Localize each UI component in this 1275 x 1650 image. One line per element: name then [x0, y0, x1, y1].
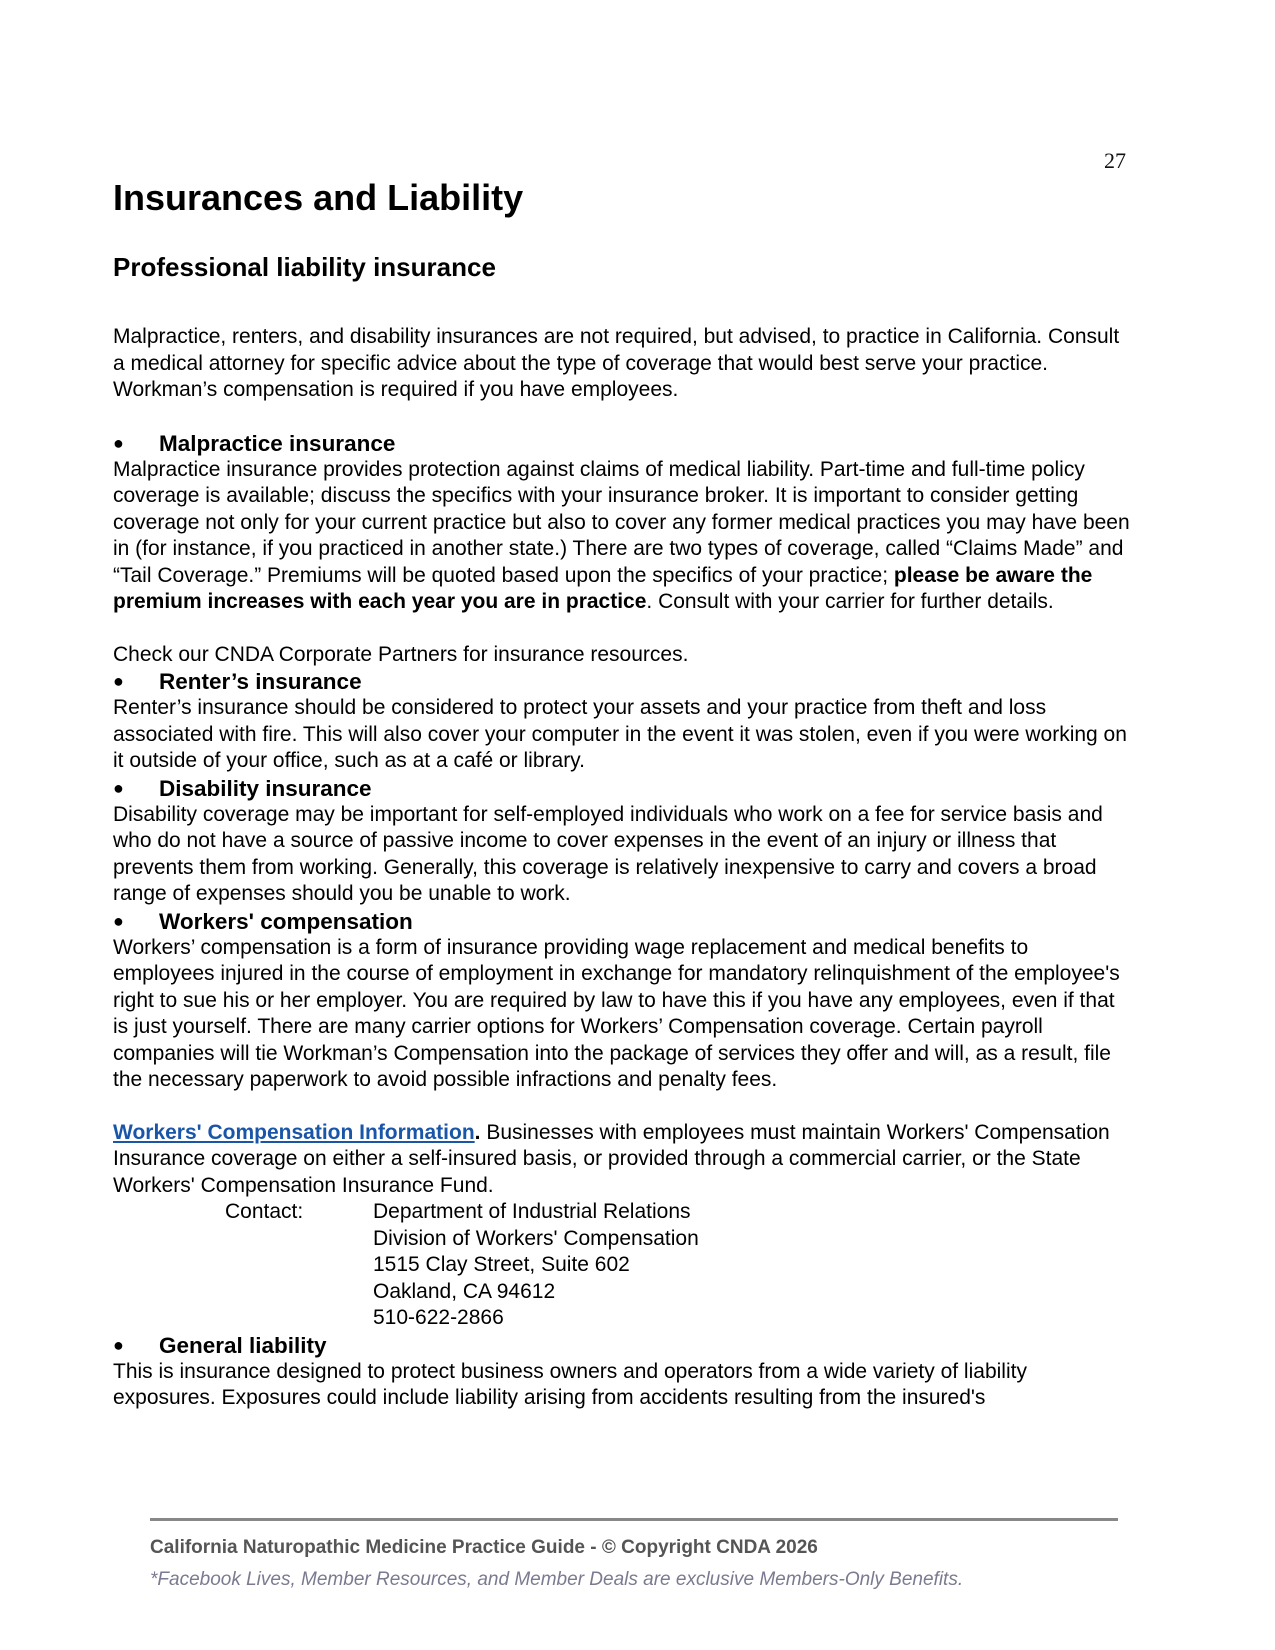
contact-line: 1515 Clay Street, Suite 602 [373, 1253, 630, 1276]
contact-line: Department of Industrial Relations [373, 1200, 691, 1223]
section-subtitle: Professional liability insurance [113, 252, 496, 282]
disability-heading [113, 775, 1133, 802]
malpractice-body-end: . Consult with your carrier for further details. [646, 590, 1054, 613]
contact-line: Oakland, CA 94612 [373, 1279, 556, 1303]
disability-heading-text: Disability insurance [159, 775, 372, 801]
page-footer [150, 1518, 1118, 1591]
footer-divider [150, 1518, 1118, 1521]
bullet-icon: ● [113, 671, 124, 691]
document-body [113, 176, 1133, 1412]
workers-heading-text: Workers' compensation [159, 908, 413, 934]
bullet-icon: ● [113, 777, 124, 798]
contact-phone: 510-622-2866 [373, 1306, 504, 1329]
bullet-icon: ● [113, 432, 124, 453]
footer-title: California Naturopathic Medicine Practice Guide - © Copyright CNDA 2026 [150, 1537, 818, 1558]
malpractice-body-start: Malpractice insurance provides protection against claims of medical liability. Part-time and full-time policy coverage is available; discuss the specifics with your insurance broker. It is important to consider getting coverage not only for your current practice but also to cover any former medical practices you may have been in (for instance, if you practiced in another state.) There are two types of coverage, called “Claims Made” and “Tail Coverage.” Premiums will be quoted based upon the specifics of your practice; [113, 457, 1130, 587]
workers-info-text: Businesses with employees must maintain Workers' Compensation Insurance coverage on either a self-insured basis, or provided through a commercial carrier, or the State Workers' Compensation Insurance Fund. [113, 1120, 1110, 1197]
malpractice-paragraph [113, 457, 1133, 616]
general-paragraph: This is insurance designed to protect business owners and operators from a wide variety of liability exposures. Exposures could include liability arising from accidents resulting from the insured's [113, 1359, 1027, 1409]
workers-info-paragraph [113, 1120, 1133, 1200]
contact-block [113, 1199, 1133, 1332]
general-heading-text: General liability [159, 1332, 327, 1358]
page-title: Insurances and Liability [113, 177, 524, 218]
link-period: . [474, 1120, 481, 1144]
renters-heading [113, 668, 1133, 695]
bullet-icon: ● [113, 910, 124, 931]
page-number: 27 [1104, 148, 1126, 173]
workers-heading [113, 908, 1133, 935]
renters-paragraph: Renter’s insurance should be considered to protect your assets and your practice from theft and loss associated with fire. This will also cover your computer in the event it was stolen, even if you were working on it outside of your office, such as at a café or library. [113, 696, 1127, 772]
contact-label: Contact: [225, 1200, 304, 1223]
workers-compensation-link[interactable]: Workers' Compensation Information [113, 1120, 475, 1144]
spacer [113, 404, 1133, 430]
spacer [113, 1094, 1133, 1120]
workers-paragraph: Workers’ compensation is a form of insurance providing wage replacement and medical benefits to employees injured in the course of employment in exchange for mandatory relinquishment of the employee's right to sue his or her employer. You are required by law to have this if you have any employees, even if that is just yourself. There are many carrier options for Workers’ Compensation coverage. Certain payroll companies will tie Workman’s Compensation into the package of services they offer and will, as a result, file the necessary paperwork to avoid possible infractions and penalty fees. [113, 935, 1120, 1091]
malpractice-body-bold: please be aware the premium increases with each year you are in practice [113, 563, 1093, 613]
bullet-icon: ● [113, 1334, 124, 1355]
spacer [113, 616, 1133, 642]
intro-paragraph: Malpractice, renters, and disability insurances are not required, but advised, to practice in California. Consult a medical attorney for specific advice about the type of coverage that would best serve your practice. Workman’s compensation is required if you have employees. [113, 325, 1120, 401]
malpractice-heading [113, 430, 1133, 457]
malpractice-heading-text: Malpractice insurance [159, 430, 396, 456]
general-heading [113, 1332, 1133, 1359]
renters-heading-text: Renter’s insurance [159, 669, 362, 694]
contact-line: Division of Workers' Compensation [373, 1226, 699, 1250]
footer-note: *Facebook Lives, Member Resources, and Member Deals are exclusive Members-Only Benefits. [150, 1569, 964, 1590]
disability-paragraph: Disability coverage may be important for self-employed individuals who work on a fee for service basis and who do not have a source of passive income to cover expenses in the event of an injury or illness that prevents them from working. Generally, this coverage is relatively inexpensive to carry and covers a broad range of expenses should you be unable to work. [113, 802, 1103, 905]
partners-note: Check our CNDA Corporate Partners for insurance resources. [113, 642, 689, 666]
